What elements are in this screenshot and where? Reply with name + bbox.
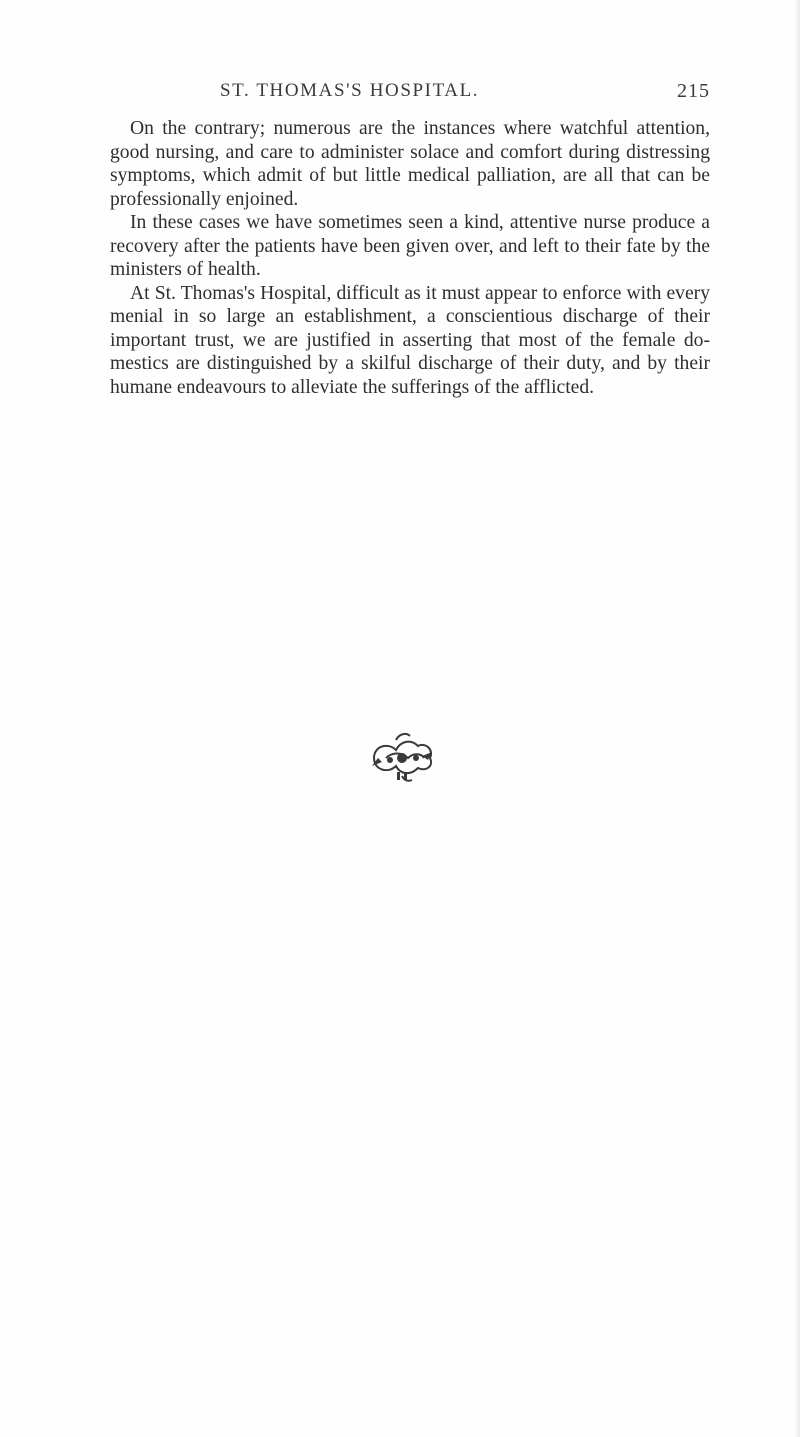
running-head	[110, 80, 710, 108]
floral-tailpiece-icon	[366, 728, 438, 786]
page-edge-shadow	[794, 0, 800, 1437]
paragraph: At St. Thomas's Hospital, difficult as it must appear to enforce with every menial in so large an establishment, a conscientious discharge of their important trust, we are justified in asserting that most of the female domestics are distinguished by a skilful discharge of their duty, and by their humane endeavours to alleviate the sufferings of the afflicted.	[110, 282, 710, 398]
paragraph: In these cases we have sometimes seen a kind, attentive nurse produce a recovery after the patients have been given over, and left to their fate by the ministers of health.	[110, 212, 710, 280]
body-text	[110, 117, 710, 399]
page-number: 215	[677, 80, 710, 102]
running-title: ST. THOMAS'S HOSPITAL.	[220, 80, 480, 101]
paragraph: On the contrary; numerous are the instances where watchful attention, good nursing, and care to administer solace and comfort during distressing symptoms, which admit of but little medical palliation, are all that can be professionally enjoined.	[110, 118, 710, 210]
